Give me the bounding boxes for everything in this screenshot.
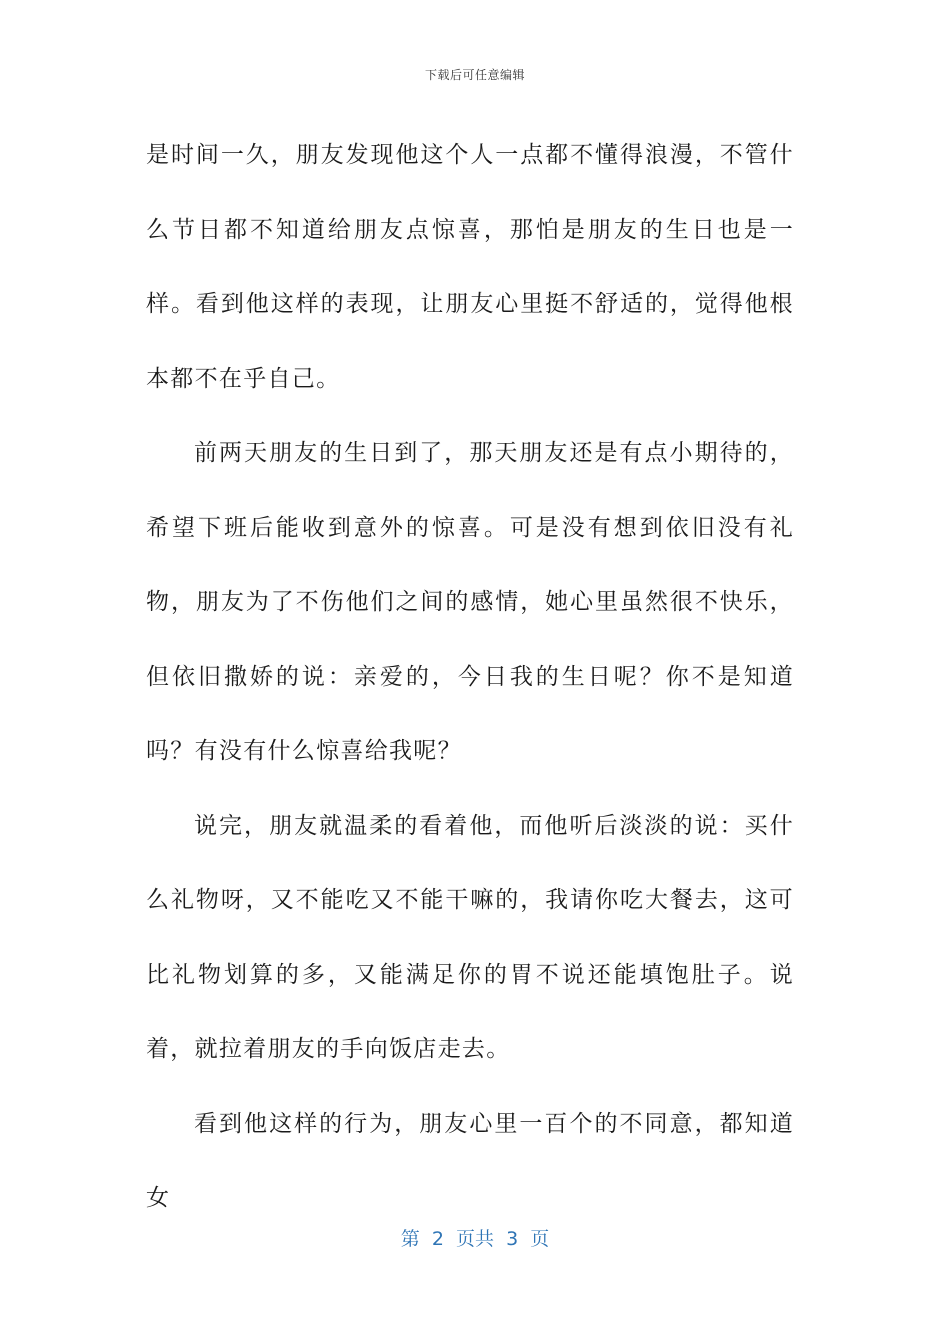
header-note: 下载后可任意编辑 <box>424 68 525 82</box>
paragraph-1: 是时间一久，朋友发现他这个人一点都不懂得浪漫，不管什么节日都不知道给朋友点惊喜，那怕是朋友的生日也是一样。看到他这样的表现，让朋友心里挺不舒适的，觉得他根本都不在乎自己。 <box>146 142 794 392</box>
paragraph-4: 看到他这样的行为，朋友心里一百个的不同意，都知道女 <box>146 1110 794 1211</box>
document-body <box>146 118 794 1236</box>
page-number-footer: 第 2 页共 3 页 <box>400 1228 550 1250</box>
paragraph-2: 前两天朋友的生日到了，那天朋友还是有点小期待的，希望下班后能收到意外的惊喜。可是没有想到依旧没有礼物，朋友为了不伤他们之间的感情，她心里虽然很不快乐，但依旧撒娇的说：亲爱的，今日我的生日呢？你不是知道吗？有没有什么惊喜给我呢？ <box>146 440 794 764</box>
paragraph-3: 说完，朋友就温柔的看着他，而他听后淡淡的说：买什么礼物呀，又不能吃又不能干嘛的，我请你吃大餐去，这可比礼物划算的多，又能满足你的胃不说还能填饱肚子。说着，就拉着朋友的手向饭店走去。 <box>146 812 794 1062</box>
